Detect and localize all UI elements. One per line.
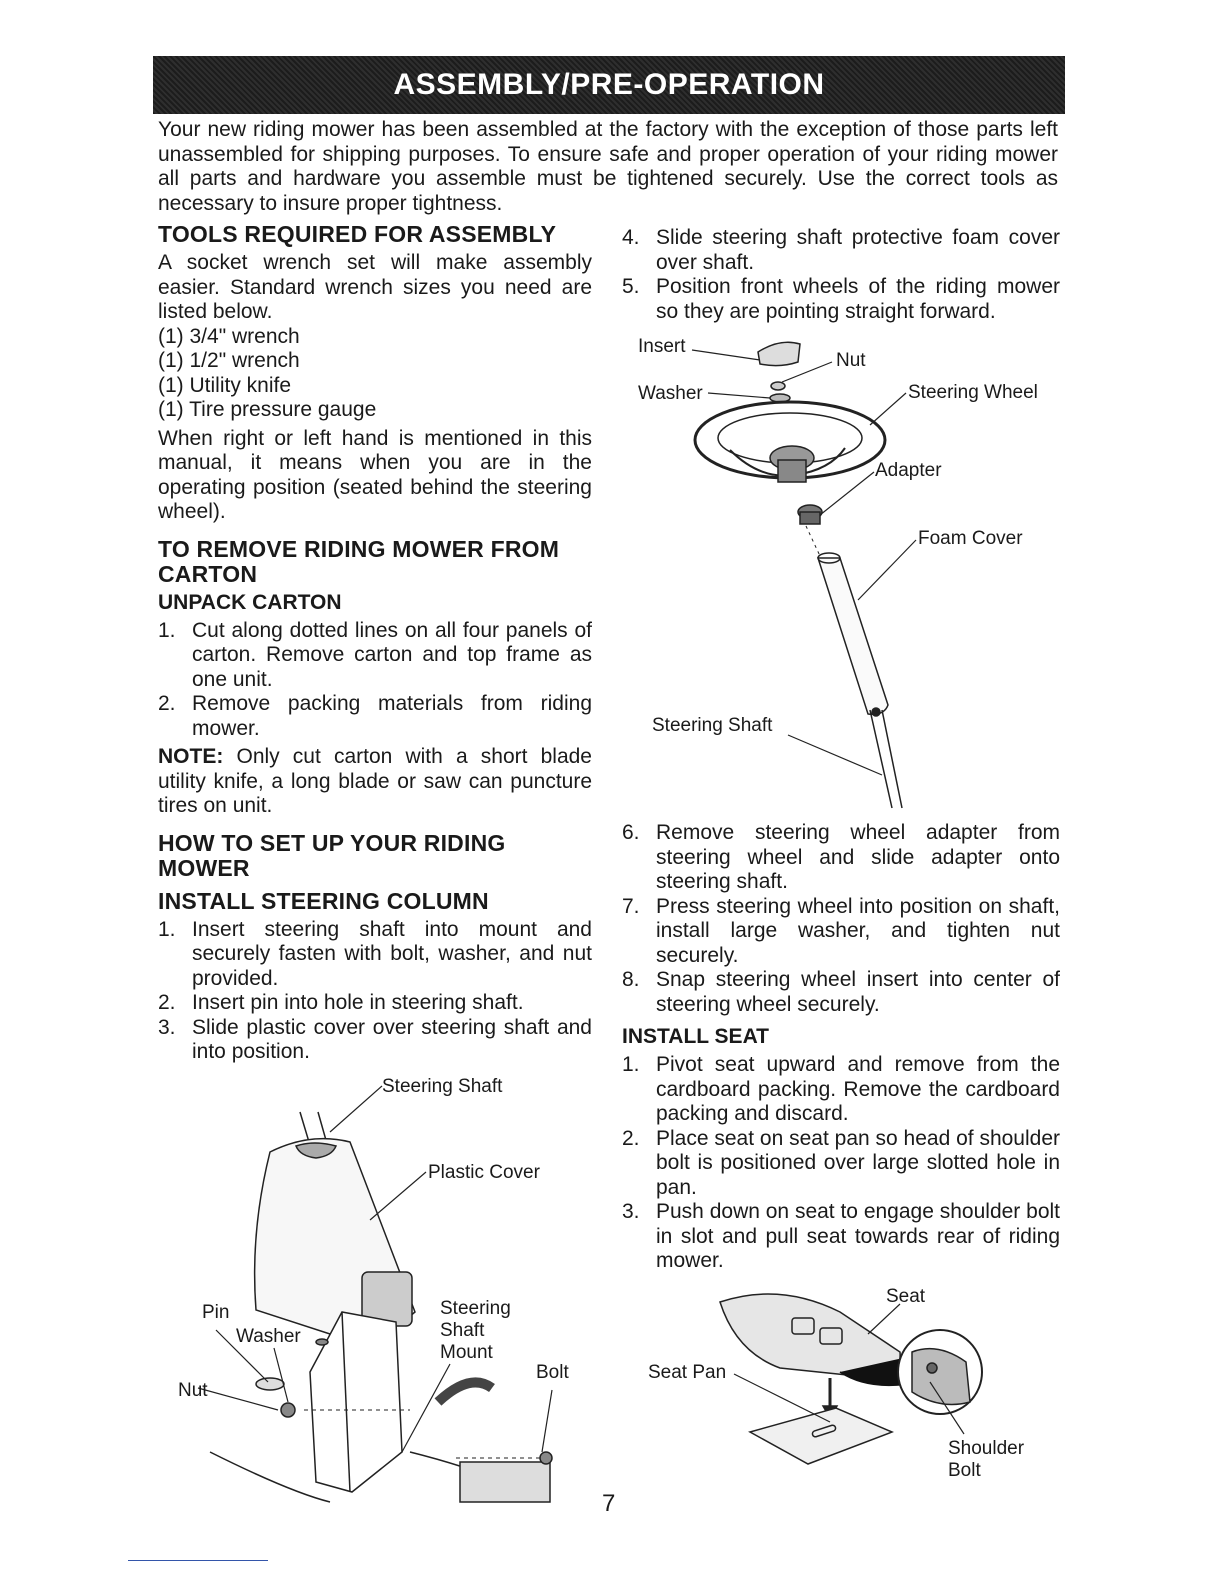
label-adapter: Adapter <box>875 460 942 481</box>
label-steering-wheel: Steering Wheel <box>908 382 1038 403</box>
label-washer: Washer <box>236 1326 301 1347</box>
tool-item: (1) Utility knife <box>158 373 292 397</box>
page-number: 7 <box>602 1490 616 1517</box>
label-pin: Pin <box>202 1302 230 1323</box>
label-washer: Washer <box>638 383 703 404</box>
label-steering-shaft: Steering Shaft <box>382 1076 503 1097</box>
tool-item: (1) 3/4" wrench <box>158 324 300 348</box>
unpack-steps <box>158 619 592 742</box>
label-insert: Insert <box>638 336 686 357</box>
tools-heading: TOOLS REQUIRED FOR ASSEMBLY <box>158 221 557 247</box>
install-seat-subheading: INSTALL SEAT <box>622 1025 769 1048</box>
tool-item: (1) 1/2" wrench <box>158 349 300 372</box>
label-bolt: Bolt <box>948 1460 981 1481</box>
list-item: 3. Slide plastic cover over steering shaft and into position. <box>158 1015 592 1063</box>
list-item: 3. Push down on seat to engage shoulder bolt in slot and pull seat towards rear of riding mower. <box>622 1200 1060 1272</box>
label-mount-line1: Steering <box>440 1298 511 1319</box>
tool-item: (1) Tire pressure gauge <box>158 398 377 421</box>
foam-steps <box>622 226 1060 324</box>
carton-note: NOTE: Only cut carton with a short blade utility knife, a long blade or saw can puncture tires on unit. <box>158 745 592 817</box>
seat-figure <box>640 1282 1060 1492</box>
tools-text: A socket wrench set will make assembly easier. Standard wrench sizes you need are listed below. <box>158 251 592 323</box>
label-mount-line3: Mount <box>440 1342 493 1363</box>
label-nut: Nut <box>836 350 866 371</box>
section-banner <box>153 56 1065 114</box>
steering-column-steps <box>158 918 592 1065</box>
list-item: 1. Insert steering shaft into mount and securely fasten with bolt, washer, and nut provided. <box>158 917 592 990</box>
list-item: 6. Remove steering wheel adapter from steering wheel and slide adapter onto steering shaft. <box>622 821 1060 893</box>
right-column-bottom <box>622 821 1060 1274</box>
label-seat-pan: Seat Pan <box>648 1362 727 1383</box>
list-item: 7. Press steering wheel into position on shaft, install large washer, and tighten nut securely. <box>622 894 1060 967</box>
intro-paragraph: Your new riding mower has been assembled at the factory with the exception of those parts left unassembled for shipping purposes. To ensure safe and proper operation of your riding mower all parts and hardware you assemble must be tightened securely. Use the correct tools as necessary to insure proper tightness. <box>158 118 1058 215</box>
footer-divider <box>128 1560 268 1561</box>
unpack-subheading: UNPACK CARTON <box>158 590 342 614</box>
right-column-top <box>622 226 1060 324</box>
tools-list <box>158 325 592 423</box>
label-plastic-cover: Plastic Cover <box>428 1162 540 1183</box>
label-nut: Nut <box>178 1380 208 1401</box>
list-item: 5. Position front wheels of the riding mower so they are pointing straight forward. <box>622 275 1060 323</box>
steering-wheel-figure <box>630 330 1060 810</box>
list-item: 2. Insert pin into hole in steering shaft. <box>158 991 524 1014</box>
left-column <box>158 222 592 1065</box>
label-foam-cover: Foam Cover <box>918 528 1023 549</box>
seat-illustration <box>640 1282 1060 1492</box>
label-mount-line2: Shaft <box>440 1320 485 1341</box>
list-item: 8. Snap steering wheel insert into center of steering wheel securely. <box>622 968 1060 1016</box>
steering-column-figure <box>170 1072 600 1512</box>
list-item: 2. Place seat on seat pan so head of shoulder bolt is positioned over large slotted hole in pan. <box>622 1126 1060 1199</box>
label-steering-shaft: Steering Shaft <box>652 715 773 736</box>
steering-column-illustration <box>170 1072 600 1512</box>
label-bolt: Bolt <box>536 1362 569 1383</box>
list-item: 1. Pivot seat upward and remove from the cardboard packing. Remove the cardboard packing and discard. <box>622 1053 1060 1125</box>
label-shoulder: Shoulder <box>948 1438 1025 1459</box>
list-item: 1. Cut along dotted lines on all four panels of carton. Remove carton and top frame as one unit. <box>158 618 592 691</box>
label-seat: Seat <box>886 1286 926 1307</box>
hand-note: When right or left hand is mentioned in this manual, it means when you are in the operating position (seated behind the steering wheel). <box>158 426 592 523</box>
steering-column-subheading: INSTALL STEERING COLUMN <box>158 887 489 914</box>
steering-wheel-steps <box>622 821 1060 1017</box>
seat-steps <box>622 1053 1060 1274</box>
setup-heading: HOW TO SET UP YOUR RIDING MOWER <box>158 829 506 881</box>
page-title: ASSEMBLY/PRE-OPERATION <box>393 68 825 101</box>
remove-heading: TO REMOVE RIDING MOWER FROM CARTON <box>158 535 560 587</box>
list-item: 2. Remove packing materials from riding mower. <box>158 692 592 740</box>
list-item: 4. Slide steering shaft protective foam cover over shaft. <box>622 226 1060 274</box>
